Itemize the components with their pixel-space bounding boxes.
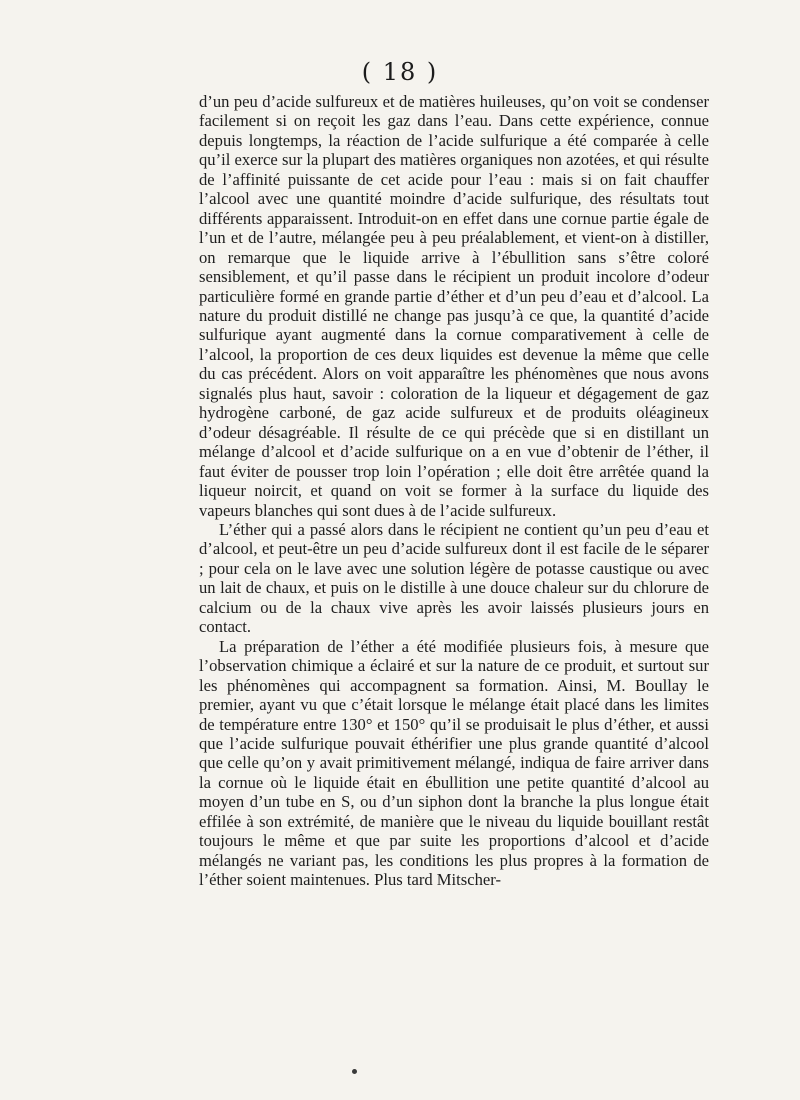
paragraph-continuation: d’un peu d’acide sulfureux et de matières huileuses, qu’on voit se condenser facilement si on reçoit les gaz dans l’eau. Dans cette expérience, connue depuis longtemps, la réaction de l’acide sulfurique a été comparée à celle qu’il exerce sur la plupart des matières organiques non azotées, et qui résulte de l’affinité puissante de cet acide pour l’eau : mais si on fait chauffer l’alcool avec une quantité moindre d’acide sulfurique, des résultats tout différents apparaissent. Introduit-on en effet dans une cornue partie égale de l’un et de l’autre, mélangée peu à peu préalablement, et vient-on à distiller, on remarque que le liquide arrive à l’ébullition sans s’être coloré sensiblement, et qu’il passe dans le récipient un produit incolore d’odeur particulière formé en grande partie d’éther et d’un peu d’eau et d’alcool. La nature du produit distillé ne change pas jusqu’à ce que, la quantité d’acide sulfurique ayant augmenté dans la cornue comparativement à celle de l’alcool, la proportion de ces deux liquides est devenue la même que celle du cas précédent. Alors on voit apparaître les phénomènes que nous avons signalés plus haut, savoir : coloration de la liqueur et dégagement de gaz hydrogène carboné, de gaz acide sulfureux et de produits oléagineux d’odeur désagréable. Il résulte de ce qui précède que si en distillant un mélange d’alcool et d’acide sulfurique on a en vue d’obtenir de l’éther, il faut éviter de pousser trop loin l’opération ; elle doit être arrêtée quand la liqueur noircit, et quand on voit se former à la surface du liquide des vapeurs blanches qui sont dues à de l’acide sulfureux. <box>199 92 709 520</box>
ink-dot <box>352 1069 357 1074</box>
body-text <box>199 92 709 890</box>
paragraph-ether-preparation: La préparation de l’éther a été modifiée plusieurs fois, à mesure que l’observation chimique a éclairé et sur la nature de ce produit, et surtout sur les phénomènes qui accompagnent sa formation. Ainsi, M. Boullay le premier, ayant vu que c’était lorsque le mélange était placé dans les limites de température entre 130° et 150° qu’il se produisait le plus d’éther, et aussi que l’acide sulfurique pouvait éthérifier une plus grande quantité d’alcool que celle qu’on y avait primitivement mélangé, indiqua de faire arriver dans la cornue où le liquide était en ébullition une petite quantité d’alcool au moyen d’un tube en S, ou d’un siphon dont la branche la plus longue était effilée à son extrémité, de manière que le niveau du liquide bouillant restât toujours le même et que par suite les proportions d’alcool et d’acide mélangés ne variant pas, les conditions les plus propres à la formation de l’éther soient maintenues. Plus tard Mitscher- <box>199 636 709 890</box>
page-number: ( 18 ) <box>361 58 439 86</box>
paragraph-ether-purification: L’éther qui a passé alors dans le récipient ne contient qu’un peu d’eau et d’alcool, et peut-être un peu d’acide sulfureux dont il est facile de le séparer ; pour cela on le lave avec une solution légère de potasse caustique ou avec un lait de chaux, et puis on le distille à une douce chaleur sur du chlorure de calcium ou de la chaux vive après les avoir laissés plusieurs jours en contact. <box>199 519 709 637</box>
